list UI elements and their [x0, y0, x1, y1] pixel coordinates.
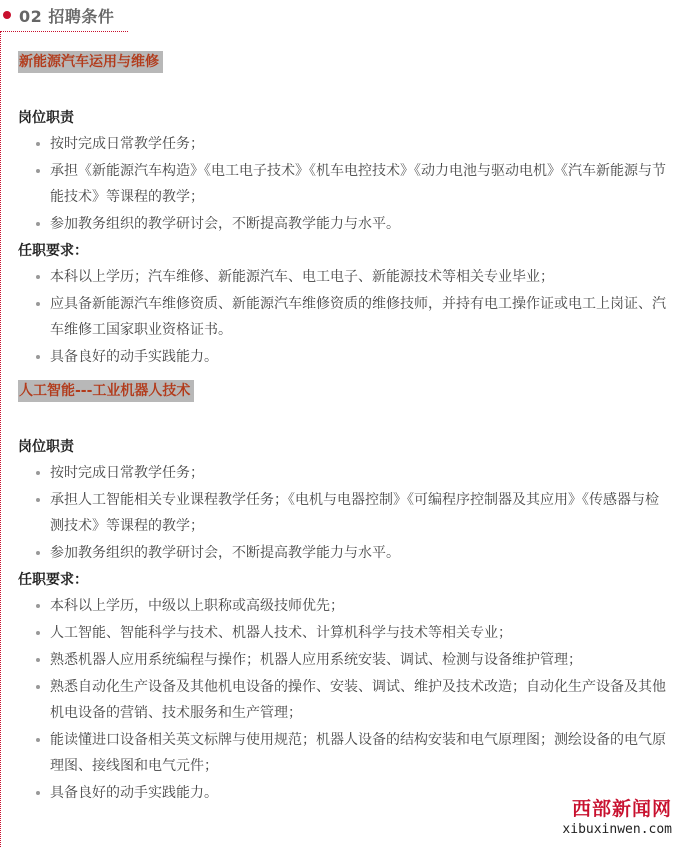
left-dotted-border — [0, 32, 1, 847]
watermark-cn: 西部新闻网 — [571, 798, 672, 820]
section-header-title: 02 招聘条件 — [19, 7, 115, 26]
duties-list — [18, 460, 668, 566]
list-item: 按时完成日常教学任务； — [18, 131, 668, 157]
recruitment-content — [18, 51, 668, 807]
spacer — [18, 402, 668, 434]
duties-list — [18, 131, 668, 237]
duties-label: 岗位职责 — [18, 439, 74, 455]
section-title: 人工智能---工业机器人技术 — [18, 380, 194, 402]
duties-label: 岗位职责 — [18, 110, 74, 126]
list-item: 参加教务组织的教学研讨会，不断提高教学能力与水平。 — [18, 540, 668, 566]
watermark-en: xibuxinwen.com — [562, 822, 672, 837]
list-item: 本科以上学历，中级以上职称或高级技师优先； — [18, 593, 668, 619]
requirements-label: 任职要求： — [18, 572, 88, 588]
requirements-label: 任职要求： — [18, 243, 88, 259]
section-header — [0, 0, 150, 32]
list-item: 参加教务组织的教学研讨会，不断提高教学能力与水平。 — [18, 211, 668, 237]
list-item: 按时完成日常教学任务； — [18, 460, 668, 486]
site-watermark — [562, 797, 672, 839]
list-item: 承担《新能源汽车构造》《电工电子技术》《机车电控技术》《动力电池与驱动电机》《汽车新能源与节能技术》等课程的教学； — [18, 158, 668, 210]
list-item: 熟悉机器人应用系统编程与操作；机器人应用系统安装、调试、检测与设备维护管理； — [18, 647, 668, 673]
section-title: 新能源汽车运用与维修 — [18, 51, 163, 73]
list-item: 能读懂进口设备相关英文标牌与使用规范；机器人设备的结构安装和电气原理图；测绘设备的电气原理图、接线图和电气元件； — [18, 727, 668, 779]
bullet-dot-icon — [3, 11, 11, 19]
section-new-energy-vehicle — [18, 51, 668, 370]
list-item: 人工智能、智能科学与技术、机器人技术、计算机科学与技术等相关专业； — [18, 620, 668, 646]
section-ai-industrial-robot — [18, 380, 668, 806]
list-item: 承担人工智能相关专业课程教学任务；《电机与电器控制》《可编程序控制器及其应用》《传感器与检测技术》等课程的教学； — [18, 487, 668, 539]
list-item: 熟悉自动化生产设备及其他机电设备的操作、安装、调试、维护及技术改造；自动化生产设备及其他机电设备的营销、技术服务和生产管理； — [18, 674, 668, 726]
list-item: 应具备新能源汽车维修资质、新能源汽车维修资质的维修技师，并持有电工操作证或电工上岗证、汽车维修工国家职业资格证书。 — [18, 291, 668, 343]
requirements-list — [18, 593, 668, 806]
list-item: 具备良好的动手实践能力。 — [18, 344, 668, 370]
spacer — [18, 73, 668, 105]
list-item: 具备良好的动手实践能力。 — [18, 780, 668, 806]
requirements-list — [18, 264, 668, 370]
header-divider — [0, 31, 128, 32]
list-item: 本科以上学历；汽车维修、新能源汽车、电工电子、新能源技术等相关专业毕业； — [18, 264, 668, 290]
